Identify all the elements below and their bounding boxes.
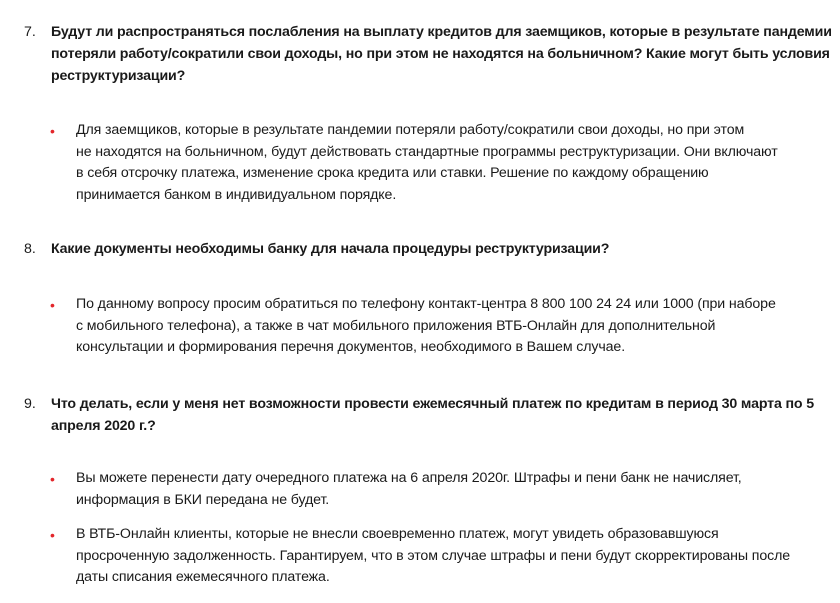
question-line: апреля 2020 г.? — [51, 418, 156, 434]
question-line: Что делать, если у меня нет возможности провести ежемесячный платеж по кредитам в период 30 марта по 5 — [51, 396, 814, 412]
question-text — [51, 21, 832, 87]
answer-line: не находятся на больничном, будут действовать стандартные программы реструктуризации. Они включают — [76, 143, 778, 160]
question-number: 8. — [24, 241, 36, 257]
question-line: Какие документы необходимы банку для начала процедуры реструктуризации? — [51, 241, 610, 257]
answer-line: Вы можете перенести дату очередного платежа на 6 апреля 2020г. Штрафы и пени банк не начисляет, — [76, 470, 742, 486]
answer-line: с мобильного телефона), а также в чат мобильного приложения ВТБ-Онлайн для дополнительной — [76, 317, 716, 334]
answer-line: В ВТБ-Онлайн клиенты, которые не внесли своевременно платеж, могут увидеть образовавшуюся — [76, 526, 719, 542]
answer-line: Для заемщиков, которые в результате пандемии потеряли работу/сократили свои доходы, но при этом — [76, 122, 745, 138]
faq-answer-8-1 — [49, 294, 837, 359]
answer-line: в себя отсрочку платежа, изменение срока кредита или ставки. Решение по каждому обращению — [76, 165, 709, 182]
answer-line: принимается банком в индивидуальном порядке. — [76, 187, 397, 204]
question-line: реструктуризации? — [51, 68, 186, 84]
question-line: Будут ли распространяться послабления на выплату кредитов для заемщиков, которые в результате пандемии — [51, 24, 832, 40]
answer-text — [76, 524, 837, 589]
answer-line: По данному вопросу просим обратиться по телефону контакт-центра 8 800 100 24 24 или 1000 (при наборе — [76, 296, 776, 312]
question-line: потеряли работу/сократили свои доходы, но при этом не находятся на больничном? Какие могут быть условия — [51, 46, 830, 62]
faq-answer-7-1 — [49, 120, 837, 207]
answer-text — [76, 468, 837, 511]
question-number: 7. — [24, 24, 36, 40]
answer-line: даты списания ежемесячного платежа. — [76, 569, 330, 586]
question-text — [51, 393, 824, 437]
bullet-icon: • — [50, 123, 55, 139]
answer-line: информация в БКИ передана не будет. — [76, 491, 330, 508]
bullet-icon: • — [50, 527, 55, 543]
faq-answer-9-1 — [49, 468, 837, 511]
answer-line: консультации и формирования перечня документов, необходимого в Вашем случае. — [76, 339, 626, 356]
question-number: 9. — [24, 396, 36, 412]
bullet-icon: • — [50, 471, 55, 487]
answer-text — [76, 294, 837, 359]
faq-question-8 — [24, 238, 824, 260]
faq-question-9 — [24, 393, 824, 437]
faq-question-7 — [24, 21, 832, 87]
question-text — [51, 238, 824, 260]
bullet-icon: • — [50, 297, 55, 313]
faq-answer-9-2 — [49, 524, 837, 589]
answer-text — [76, 120, 837, 207]
answer-line: просроченную задолженность. Гарантируем, что в этом случае штрафы и пени будут скорректированы после — [76, 547, 791, 564]
